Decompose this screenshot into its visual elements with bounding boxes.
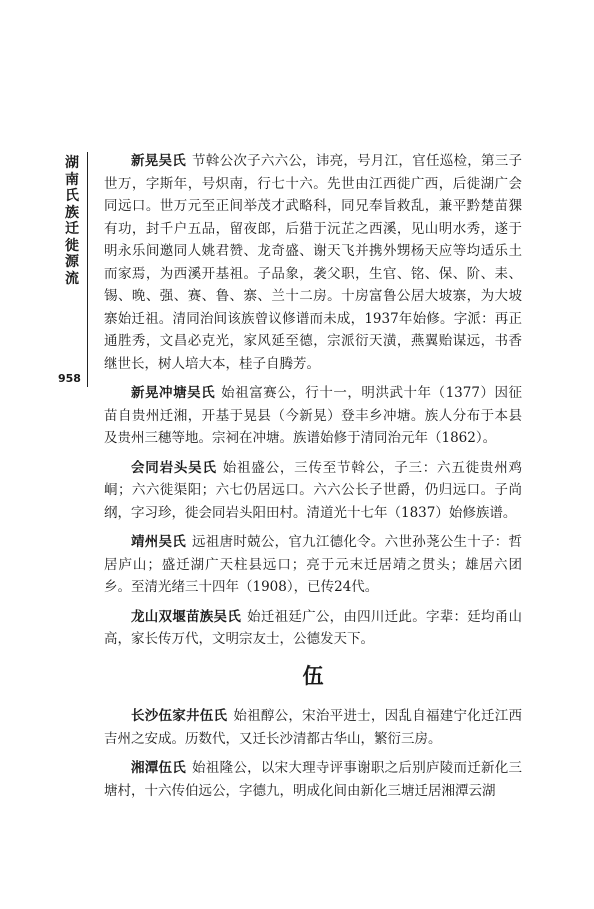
page-number: 958 bbox=[58, 372, 81, 385]
entries-wu-surname bbox=[104, 150, 522, 651]
clan-entry bbox=[104, 531, 522, 599]
running-head-char: 湖 bbox=[65, 155, 79, 171]
clan-entry-body: 始祖隆公，以宋大理寺评事谢职之后别庐陵而迁新化三塘村，十六传伯远公，字德九，明成化间由新化三塘迁居湘潭云湖 bbox=[104, 760, 523, 799]
clan-entry-body: 始祖盛公，三传至节斡公，子三：六五徙贵州鸡峒；六六徙渠阳；六七仍居远口。六六公长子世爵，仍归远口。子尚纲，字习珍，徙会同岩头阳田村。清道光十七年（1837）始修族谱。 bbox=[104, 459, 523, 521]
clan-entry-heading: 湘潭伍氏 bbox=[131, 760, 187, 776]
clan-entry-heading: 新晃吴氏 bbox=[131, 153, 187, 169]
clan-entry-body: 始祖富赛公，行十一，明洪武十年（1377）因征苗自贵州迁湘，开基于晃县（今新晃）登丰乡冲塘。族人分布于本县及贵州三穗等地。宗祠在冲塘。族谱始修于清同治元年（1862）。 bbox=[104, 385, 522, 446]
clan-entry bbox=[104, 757, 522, 802]
clan-entry-heading: 龙山双堰苗族吴氏 bbox=[131, 608, 242, 625]
running-head-char: 源 bbox=[65, 254, 79, 270]
clan-entry-heading: 长沙伍家井伍氏 bbox=[131, 708, 228, 724]
clan-entry-heading: 新晃冲塘吴氏 bbox=[131, 385, 216, 401]
main-text bbox=[104, 150, 522, 809]
clan-entry-body: 始祖醇公，宋治平进士，因乱自福建宁化迁江西吉州之安成。历数代，又迁长沙清都古华山，繁衍三房。 bbox=[104, 708, 523, 747]
clan-entry-body: 节斡公次子六六公，讳亮，号月江，官任巡检，第三子世万，字斯年，号炽南，行七十六。先世由江西徙广西，后徙湖广会同远口。世万元至正间举茂才武略科，同兄奉旨救乱，兼平黔楚苗猓有功，封千户五品，留夜郎，后猎于沅芷之西溪，见山明水秀，遂于明永乐间邀同人姚君赞、龙奇盛、谢天飞并携外甥杨天应等均适乐土而家焉，为西溪开基祖。子品象，袭父职，生官、铭、保、阶、耒、锡、晚、强、赛、鲁、寨、兰十二房。十房富鲁公居大坡寨，为大坡寨始迁祖。清同治间该族曾议修谱而未成，1937年始修。字派：再正通胜秀，文昌必克光，家风延至德，宗派衍天潢，燕翼贻谋远，书香继世长，树人培大本，桂子自腾芳。 bbox=[104, 153, 523, 372]
clan-entry-body: 始迁祖廷广公，由四川迁此。字辈：廷均甬山高，家长传万代，文明宗友士，公德发天下。 bbox=[104, 608, 523, 647]
running-head-char: 族 bbox=[65, 204, 79, 221]
section-heading: 伍 bbox=[302, 663, 324, 688]
clan-entry bbox=[104, 606, 522, 651]
clan-entry bbox=[104, 705, 522, 750]
clan-entry bbox=[104, 457, 522, 525]
entries-wu5-surname bbox=[104, 705, 522, 802]
clan-entry-body: 远祖唐时兢公，官九江德化令。六世孙荛公生十子：哲居庐山；盛迁湖广天柱县远口；亮于元末迁居靖之贯头；雄居六团乡。至清光绪三十四年（1908），已传24代。 bbox=[104, 534, 523, 595]
running-head-vertical bbox=[63, 155, 81, 287]
running-head-char: 流 bbox=[65, 270, 79, 287]
clan-entry-heading: 会同岩头吴氏 bbox=[131, 459, 217, 476]
margin-rule bbox=[87, 152, 88, 387]
clan-entry bbox=[104, 382, 522, 450]
running-head-char: 氏 bbox=[65, 188, 79, 204]
running-head-char: 迁 bbox=[65, 221, 79, 237]
clan-entry bbox=[104, 150, 522, 375]
clan-entry-heading: 靖州吴氏 bbox=[131, 534, 187, 550]
running-head-char: 徙 bbox=[65, 237, 79, 254]
running-head-char: 南 bbox=[65, 171, 79, 188]
